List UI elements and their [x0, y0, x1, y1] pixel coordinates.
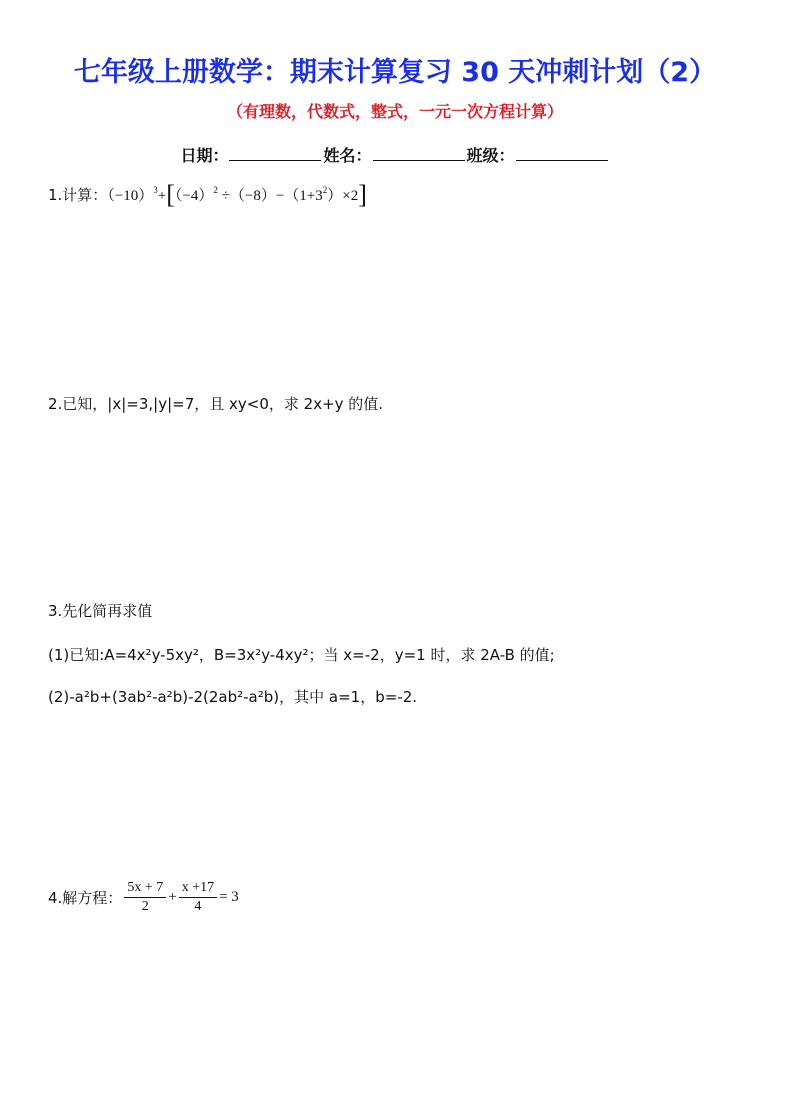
fraction-2-numerator: x +17: [179, 880, 217, 898]
class-label: 班级：: [466, 146, 515, 165]
page-subtitle: （有理数，代数式，整式，一元一次方程计算）: [226, 102, 563, 121]
student-info-line: [0, 143, 790, 166]
date-blank: [229, 146, 321, 161]
question-2: 2.已知，|x|=3,|y|=7，且 xy<0，求 2x+y 的值.: [48, 395, 384, 413]
question-3-part-1: (1)已知:A=4x²y-5xy²，B=3x²y-4xy²；当 x=-2，y=1 时，求 2A-B 的值;: [48, 646, 555, 664]
expr-term-4: ）×2: [327, 188, 359, 204]
name-blank: [373, 146, 465, 161]
expr-term-2: （−4）: [174, 188, 214, 204]
question-1-expression: [107, 180, 367, 209]
fraction-1-denominator: 2: [141, 899, 149, 914]
left-bracket: [: [166, 180, 175, 209]
name-label: 姓名：: [323, 146, 372, 165]
page-title: 七年级上册数学：期末计算复习 30 天冲刺计划（2）: [73, 57, 717, 88]
expr-exponent-2: 2: [213, 185, 218, 195]
expr-plus: +: [157, 188, 167, 204]
question-3-part-2: (2)-a²b+(3ab²-a²b)-2(2ab²-a²b)，其中 a=1，b=-2.: [48, 688, 418, 706]
question-1-label: 1.计算：: [48, 186, 108, 204]
class-blank: [516, 146, 608, 161]
equation-rhs: = 3: [219, 889, 239, 905]
plus-sign: +: [168, 889, 177, 905]
question-1: [48, 180, 367, 209]
expr-term-1: （−10）: [107, 188, 154, 204]
date-label: 日期：: [180, 146, 229, 165]
question-4: [48, 880, 239, 915]
fraction-1: [124, 880, 166, 915]
right-bracket: ]: [358, 180, 367, 209]
question-3-title: 3.先化简再求值: [48, 602, 153, 620]
expr-term-3: ÷（−8）−（1+3: [217, 188, 323, 204]
fraction-2-denominator: 4: [194, 899, 202, 914]
expr-exponent-1: 3: [153, 185, 158, 195]
expr-exponent-3: 2: [322, 185, 328, 195]
fraction-2: [179, 880, 217, 915]
fraction-1-numerator: 5x + 7: [124, 880, 166, 898]
question-4-label: 4.解方程：: [48, 889, 123, 907]
